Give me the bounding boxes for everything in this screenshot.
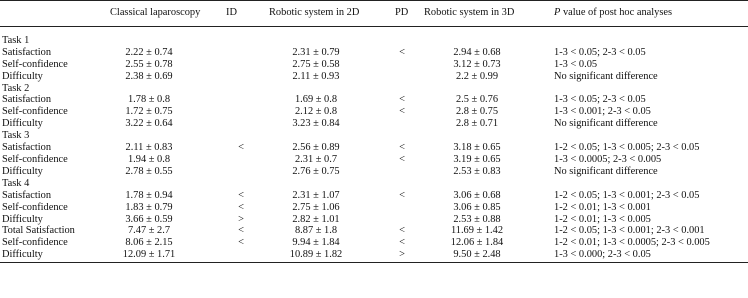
header-robotic-2d: Robotic system in 2D bbox=[260, 1, 382, 27]
row-label: Self-confidence bbox=[2, 153, 68, 165]
cell-pd-symbol: < bbox=[399, 142, 405, 154]
header-robotic-3d: Robotic system in 3D bbox=[422, 1, 548, 27]
cell-robotic-2d: 2.31 ± 0.7 bbox=[294, 153, 338, 165]
cell-p-value: 1-2 < 0.05; 1-3 < 0.005; 2-3 < 0.05 bbox=[554, 142, 700, 154]
cell-pd-symbol: < bbox=[399, 106, 405, 118]
cell-id-symbol bbox=[222, 71, 260, 83]
cell-p-value: 1-3 < 0.05; 2-3 < 0.05 bbox=[554, 94, 646, 106]
table-row bbox=[0, 249, 748, 262]
cell-robotic-3d: 2.8 ± 0.71 bbox=[455, 118, 499, 130]
group-row bbox=[0, 130, 748, 142]
header-row bbox=[0, 1, 748, 27]
cell-pd-symbol bbox=[382, 214, 422, 226]
cell-robotic-2d: 10.89 ± 1.82 bbox=[260, 249, 382, 262]
cell-pd-symbol: < bbox=[399, 189, 405, 201]
cell-robotic-3d: 2.53 ± 0.88 bbox=[453, 213, 501, 225]
cell-robotic-2d: 2.75 ± 0.58 bbox=[292, 58, 340, 70]
cell-robotic-2d: 2.31 ± 1.07 bbox=[292, 189, 340, 201]
cell-robotic-2d: 1.69 ± 0.8 bbox=[294, 94, 338, 106]
table-row bbox=[0, 154, 748, 166]
cell-p-value: 1-3 < 0.05; 2-3 < 0.05 bbox=[554, 46, 646, 58]
cell-id-symbol bbox=[222, 94, 260, 106]
cell-pd-symbol: < bbox=[399, 225, 405, 237]
row-label: Satisfaction bbox=[2, 142, 52, 154]
table-row bbox=[0, 59, 748, 71]
table-row bbox=[0, 202, 748, 214]
cell-id-symbol: < bbox=[238, 225, 244, 237]
table-row bbox=[0, 190, 748, 202]
table-row bbox=[0, 71, 748, 83]
row-label: Difficulty bbox=[2, 165, 43, 177]
cell-robotic-3d: 11.69 ± 1.42 bbox=[450, 225, 504, 237]
cell-id-symbol bbox=[222, 59, 260, 71]
row-label: Total Satisfaction bbox=[2, 225, 75, 237]
cell-laparoscopy: 1.72 ± 0.75 bbox=[125, 106, 173, 118]
group-label: Task 2 bbox=[2, 82, 30, 94]
table-row bbox=[0, 142, 748, 154]
row-label: Satisfaction bbox=[2, 46, 52, 58]
cell-id-symbol bbox=[222, 166, 260, 178]
row-label: Self-confidence bbox=[2, 237, 68, 249]
row-label: Difficulty bbox=[2, 118, 43, 130]
cell-id-symbol: < bbox=[238, 189, 244, 201]
cell-laparoscopy: 1.83 ± 0.79 bbox=[125, 201, 173, 213]
cell-robotic-2d: 8.87 ± 1.8 bbox=[294, 225, 338, 237]
cell-laparoscopy: 2.11 ± 0.83 bbox=[125, 142, 173, 154]
cell-id-symbol bbox=[222, 106, 260, 118]
cell-id-symbol: < bbox=[238, 237, 244, 249]
row-label: Self-confidence bbox=[2, 106, 68, 118]
group-row bbox=[0, 35, 748, 47]
cell-robotic-3d: 3.06 ± 0.85 bbox=[453, 201, 501, 213]
header-id: ID bbox=[222, 1, 260, 27]
cell-p-value: 1-3 < 0.000; 2-3 < 0.05 bbox=[548, 249, 748, 262]
table-row bbox=[0, 166, 748, 178]
cell-pd-symbol: < bbox=[399, 94, 405, 106]
cell-laparoscopy: 2.78 ± 0.55 bbox=[125, 165, 173, 177]
group-label: Task 1 bbox=[2, 34, 30, 46]
header-p-value bbox=[548, 1, 748, 27]
cell-robotic-3d: 9.50 ± 2.48 bbox=[422, 249, 548, 262]
cell-robotic-2d: 2.75 ± 1.06 bbox=[292, 201, 340, 213]
cell-laparoscopy: 8.06 ± 2.15 bbox=[125, 237, 173, 249]
cell-robotic-3d: 2.53 ± 0.83 bbox=[453, 165, 501, 177]
cell-laparoscopy: 2.38 ± 0.69 bbox=[125, 70, 173, 82]
cell-pd-symbol bbox=[382, 202, 422, 214]
cell-robotic-3d: 3.19 ± 0.65 bbox=[453, 153, 501, 165]
group-label: Task 3 bbox=[2, 130, 30, 142]
cell-p-value: No significant difference bbox=[554, 70, 658, 82]
header-pd: PD bbox=[382, 1, 422, 27]
cell-robotic-3d: 2.2 ± 0.99 bbox=[455, 70, 499, 82]
cell-pd-symbol: < bbox=[399, 153, 405, 165]
header-label bbox=[0, 1, 104, 27]
header-p-rest: value of post hoc analyses bbox=[560, 7, 673, 18]
cell-p-value: 1-2 < 0.05; 1-3 < 0.001; 2-3 < 0.05 bbox=[554, 189, 700, 201]
cell-robotic-2d: 2.12 ± 0.8 bbox=[294, 106, 338, 118]
group-label: Task 4 bbox=[2, 177, 30, 189]
cell-robotic-3d: 2.8 ± 0.75 bbox=[455, 106, 499, 118]
cell-pd-symbol: < bbox=[399, 237, 405, 249]
row-label: Satisfaction bbox=[2, 94, 52, 106]
table-row bbox=[0, 214, 748, 226]
table-body bbox=[0, 26, 748, 262]
table-row bbox=[0, 94, 748, 106]
cell-id-symbol bbox=[222, 249, 260, 262]
cell-robotic-2d: 2.31 ± 0.79 bbox=[292, 46, 340, 58]
cell-robotic-2d: 2.76 ± 0.75 bbox=[292, 165, 340, 177]
header-spacer bbox=[0, 26, 748, 35]
cell-p-value: 1-3 < 0.001; 2-3 < 0.05 bbox=[554, 106, 651, 118]
cell-robotic-3d: 2.5 ± 0.76 bbox=[455, 94, 499, 106]
cell-robotic-3d: 3.06 ± 0.68 bbox=[453, 189, 501, 201]
cell-laparoscopy: 1.78 ± 0.8 bbox=[127, 94, 171, 106]
cell-p-value: No significant difference bbox=[554, 165, 658, 177]
cell-p-value: No significant difference bbox=[554, 118, 658, 130]
cell-laparoscopy: 2.55 ± 0.78 bbox=[125, 58, 173, 70]
cell-laparoscopy: 1.94 ± 0.8 bbox=[127, 153, 171, 165]
cell-laparoscopy: 12.09 ± 1.71 bbox=[104, 249, 222, 262]
group-row bbox=[0, 83, 748, 95]
table-row bbox=[0, 106, 748, 118]
cell-id-symbol: < bbox=[238, 201, 244, 213]
cell-robotic-2d: 2.56 ± 0.89 bbox=[292, 142, 340, 154]
cell-pd-symbol bbox=[382, 118, 422, 130]
cell-p-value: 1-2 < 0.01; 1-3 < 0.0005; 2-3 < 0.005 bbox=[554, 237, 710, 249]
cell-robotic-3d: 3.12 ± 0.73 bbox=[453, 58, 501, 70]
cell-p-value: 1-2 < 0.01; 1-3 < 0.005 bbox=[554, 213, 651, 225]
cell-id-symbol bbox=[222, 47, 260, 59]
cell-laparoscopy: 3.66 ± 0.59 bbox=[125, 213, 173, 225]
cell-pd-symbol bbox=[382, 166, 422, 178]
cell-pd-symbol bbox=[382, 71, 422, 83]
cell-robotic-3d: 12.06 ± 1.84 bbox=[450, 237, 504, 249]
cell-laparoscopy: 2.22 ± 0.74 bbox=[125, 46, 173, 58]
cell-id-symbol bbox=[222, 154, 260, 166]
cell-robotic-2d: 2.11 ± 0.93 bbox=[292, 70, 340, 82]
cell-laparoscopy: 1.78 ± 0.94 bbox=[125, 189, 173, 201]
table-row bbox=[0, 225, 748, 237]
cell-p-value: 1-2 < 0.01; 1-3 < 0.001 bbox=[554, 201, 651, 213]
header-p-letter: P bbox=[554, 7, 561, 18]
cell-laparoscopy: 7.47 ± 2.7 bbox=[127, 225, 171, 237]
cell-id-symbol: > bbox=[238, 213, 244, 225]
row-label: Satisfaction bbox=[2, 189, 52, 201]
table-row bbox=[0, 118, 748, 130]
cell-robotic-2d: 3.23 ± 0.84 bbox=[292, 118, 340, 130]
cell-robotic-3d: 2.94 ± 0.68 bbox=[453, 46, 501, 58]
table-row bbox=[0, 47, 748, 59]
cell-p-value: 1-2 < 0.05; 1-3 < 0.001; 2-3 < 0.001 bbox=[554, 225, 705, 237]
group-row bbox=[0, 178, 748, 190]
table-row bbox=[0, 237, 748, 249]
cell-pd-symbol: > bbox=[382, 249, 422, 262]
cell-laparoscopy: 3.22 ± 0.64 bbox=[125, 118, 173, 130]
row-label: Self-confidence bbox=[2, 58, 68, 70]
header-laparoscopy: Classical laparoscopy bbox=[104, 1, 222, 27]
cell-id-symbol bbox=[222, 118, 260, 130]
row-label: Difficulty bbox=[2, 213, 43, 225]
cell-pd-symbol: < bbox=[399, 46, 405, 58]
cell-id-symbol: < bbox=[238, 142, 244, 154]
row-label: Difficulty bbox=[0, 249, 104, 262]
cell-pd-symbol bbox=[382, 59, 422, 71]
cell-robotic-3d: 3.18 ± 0.65 bbox=[453, 142, 501, 154]
cell-robotic-2d: 9.94 ± 1.84 bbox=[292, 237, 340, 249]
row-label: Self-confidence bbox=[2, 201, 68, 213]
row-label: Difficulty bbox=[2, 70, 43, 82]
cell-p-value: 1-3 < 0.05 bbox=[554, 58, 598, 70]
cell-p-value: 1-3 < 0.0005; 2-3 < 0.005 bbox=[554, 153, 662, 165]
cell-robotic-2d: 2.82 ± 1.01 bbox=[292, 213, 340, 225]
